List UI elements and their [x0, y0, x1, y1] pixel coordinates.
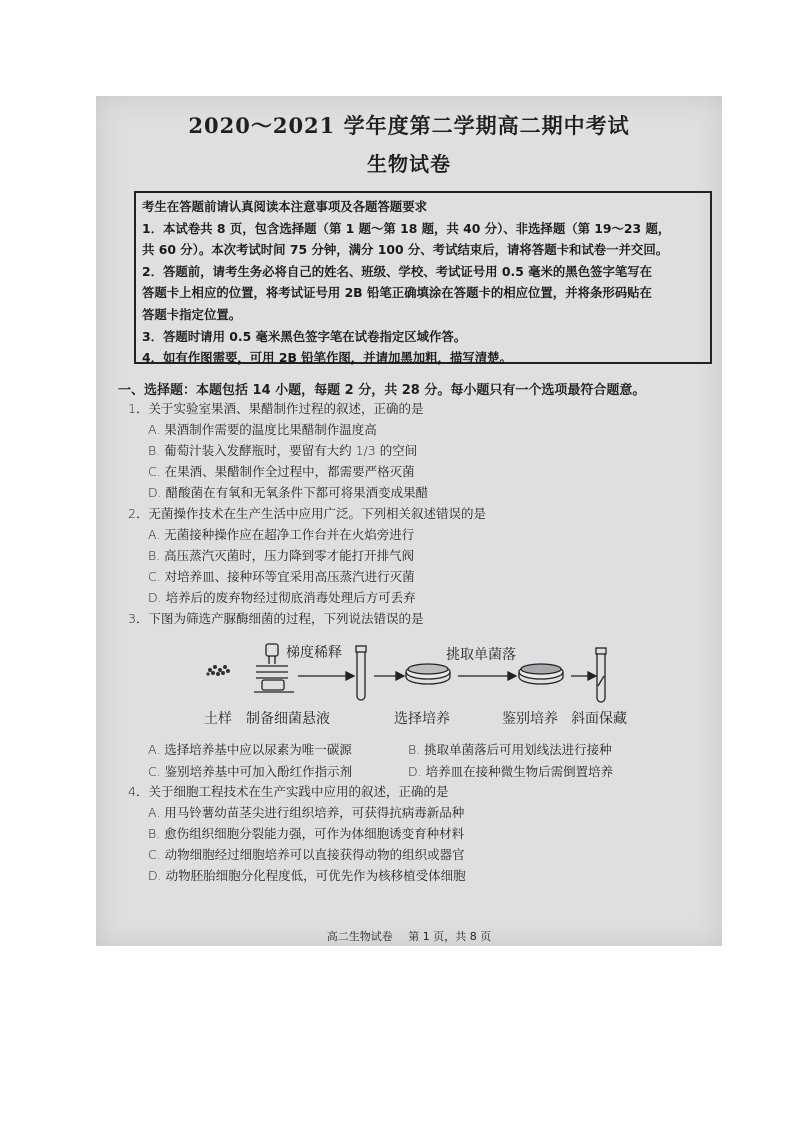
notice-line: 答题卡指定位置。 — [142, 306, 242, 322]
bacteria-screening-diagram — [196, 636, 656, 731]
question-2-option-a: A. 无菌接种操作应在超净工作台并在火焰旁进行 — [148, 527, 415, 542]
section-heading: 一、选择题：本题包括 14 小题，每题 2 分，共 28 分。每小题只有一个选项最符合题意。 — [118, 383, 646, 398]
petri-dish-icon — [406, 664, 450, 684]
question-3-option-c: C. 鉴别培养基中可加入酚红作指示剂 — [148, 764, 353, 779]
notice-line: 1．本试卷共 8 页，包含选择题（第 1 题～第 18 题，共 40 分）、非选择题（第 19～23 题， — [142, 220, 671, 236]
arrow-icon — [374, 672, 404, 680]
question-3-stem: 3．下图为筛选产脲酶细菌的过程，下列说法错误的是 — [128, 611, 424, 626]
petri-dish-icon — [519, 664, 563, 684]
question-3-option-b: B. 挑取单菌落后可用划线法进行接种 — [408, 742, 612, 757]
exam-subtitle: 生物试卷 — [367, 152, 451, 176]
label-pick-colony: 挑取单菌落 — [446, 647, 516, 663]
question-2-option-b: B. 高压蒸汽灭菌时，压力降到零才能打开排气阀 — [148, 548, 415, 563]
arrow-icon — [298, 672, 354, 680]
soil-sample-icon — [206, 665, 230, 676]
footer-page-number: 第 1 页，共 8 页 — [408, 930, 492, 943]
label-soil: 土样 — [204, 711, 232, 727]
label-slant-storage: 斜面保藏 — [571, 711, 627, 727]
question-4-option-d: D. 动物胚胎细胞分化程度低，可优先作为核移植受体细胞 — [148, 868, 466, 883]
question-2-option-c: C. 对培养皿、接种环等宜采用高压蒸汽进行灭菌 — [148, 569, 415, 584]
notice-line: 4．如有作图需要，可用 2B 铅笔作图，并请加黑加粗，描写清楚。 — [142, 350, 512, 366]
notice-box — [134, 191, 712, 364]
label-dilution: 梯度稀释 — [286, 645, 342, 661]
notice-line: 考生在答题前请认真阅读本注意事项及各题答题要求 — [142, 199, 427, 214]
label-identification-culture: 鉴别培养 — [502, 711, 558, 727]
question-2-option-d: D. 培养后的废弃物经过彻底消毒处理后方可丢弃 — [148, 590, 416, 605]
exam-title: 2020～2021 学年度第二学期高二期中考试 — [188, 113, 630, 138]
exam-page — [96, 96, 722, 946]
question-4-option-c: C. 动物细胞经过细胞培养可以直接获得动物的组织或器官 — [148, 847, 465, 862]
question-4-stem: 4．关于细胞工程技术在生产实践中应用的叙述，正确的是 — [128, 784, 449, 799]
notice-line: 答题卡上相应的位置，将考试证号用 2B 铅笔正确填涂在答题卡的相应位置，并将条形码贴在 — [142, 285, 652, 301]
question-1-option-c: C. 在果酒、果醋制作全过程中，都需要严格灭菌 — [148, 464, 415, 479]
slant-tube-icon — [596, 648, 606, 702]
notice-line: 共 60 分）。本次考试时间 75 分钟，满分 100 分、考试结束后，请将答题卡和试卷一并交回。 — [142, 242, 669, 258]
footer-subject: 高二生物试卷 — [326, 930, 393, 943]
question-4-option-a: A. 用马铃薯幼苗茎尖进行组织培养，可获得抗病毒新品种 — [148, 805, 465, 820]
question-1-option-d: D. 醋酸菌在有氧和无氧条件下都可将果酒变成果醋 — [148, 485, 429, 500]
arrow-icon — [458, 672, 516, 680]
page-footer — [96, 928, 722, 944]
question-1-option-a: A. 果酒制作需要的温度比果醋制作温度高 — [148, 422, 377, 437]
question-3-option-d: D. 培养皿在接种微生物后需倒置培养 — [408, 764, 614, 779]
question-1-stem: 1．关于实验室果酒、果醋制作过程的叙述，正确的是 — [128, 401, 424, 416]
question-1-option-b: B. 葡萄汁装入发酵瓶时，要留有大约 1/3 的空间 — [148, 443, 418, 458]
label-selective-culture: 选择培养 — [394, 711, 450, 727]
question-2-stem: 2．无菌操作技术在生产生活中应用广泛。下列相关叙述错误的是 — [128, 506, 486, 521]
question-4-option-b: B. 愈伤组织细胞分裂能力强，可作为体细胞诱变育种材料 — [148, 826, 465, 841]
notice-line: 3．答题时请用 0.5 毫米黑色签字笔在试卷指定区域作答。 — [142, 328, 467, 344]
question-3-option-a: A. 选择培养基中应以尿素为唯一碳源 — [148, 742, 352, 757]
notice-line: 2．答题前，请考生务必将自己的姓名、班级、学校、考试证号用 0.5 毫米的黑色签字笔写在 — [142, 263, 653, 279]
label-suspension: 制备细菌悬液 — [246, 711, 330, 727]
test-tube-icon — [356, 646, 366, 700]
arrow-icon — [571, 672, 596, 680]
